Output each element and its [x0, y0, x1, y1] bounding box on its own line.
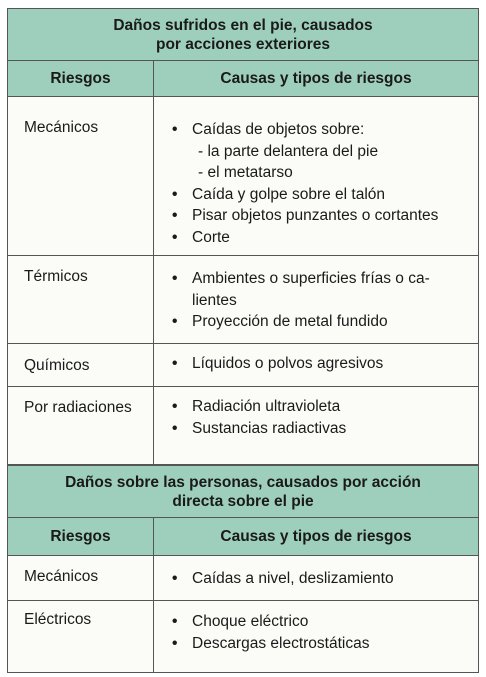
bullet-icon: • — [172, 185, 178, 203]
bullet-icon: • — [172, 313, 178, 330]
bullet-icon: • — [172, 121, 178, 138]
bullet-icon: • — [172, 355, 178, 372]
list-item — [172, 205, 468, 227]
cause-text: Radiación ultravioleta — [192, 398, 341, 415]
column-header-risks: Riesgos — [8, 61, 154, 97]
risk-name: Químicos — [8, 344, 154, 387]
causes-cell — [154, 344, 479, 387]
sub-list-item — [172, 162, 468, 184]
column-header-causes: Causas y tipos de riesgos — [154, 61, 479, 97]
column-header-causes: Causas y tipos de riesgos — [154, 518, 479, 556]
causes-cell — [154, 601, 479, 673]
list-item — [172, 119, 468, 141]
risk-name: Por radiaciones — [8, 387, 154, 465]
risk-name: Mecánicos — [8, 556, 154, 601]
cause-text: Caídas de objetos sobre: — [192, 121, 365, 138]
cause-text: Proyección de metal fundido — [192, 313, 388, 330]
list-item — [172, 353, 468, 375]
table-row — [8, 556, 479, 601]
cause-text: Pisar objetos punzantes o cortantes — [192, 207, 439, 224]
cause-text: Corte — [192, 228, 230, 246]
cause-text: Caídas a nivel, deslizamiento — [192, 570, 394, 587]
list-item — [172, 418, 468, 440]
sub-list-item — [172, 141, 468, 163]
causes-list — [172, 396, 468, 439]
list-item — [172, 633, 468, 655]
bullet-icon: • — [172, 419, 178, 437]
cause-text: Caída y golpe sobre el talón — [192, 185, 386, 203]
causes-list — [172, 268, 468, 333]
risk-name: Eléctricos — [8, 601, 154, 673]
table-title-line1: Daños sufridos en el pie, causados — [113, 16, 373, 34]
table-row — [8, 387, 479, 465]
table-row — [8, 97, 479, 256]
list-item — [172, 268, 468, 311]
bullet-icon: • — [172, 228, 178, 246]
list-item — [172, 184, 468, 206]
cause-text-continuation: lientes — [192, 291, 237, 309]
cause-text: Líquidos o polvos agresivos — [192, 355, 384, 372]
risk-name: Mecánicos — [8, 97, 154, 256]
list-item — [172, 311, 468, 333]
table-external-actions — [7, 8, 479, 465]
list-item — [172, 611, 468, 633]
table-title-line1: Daños sobre las personas, causados por acción — [65, 473, 421, 491]
table-row — [8, 601, 479, 673]
column-header-risks: Riesgos — [8, 518, 154, 556]
causes-cell — [154, 97, 479, 256]
list-item — [172, 396, 468, 418]
causes-cell — [154, 556, 479, 601]
cause-text: Descargas electrostáticas — [192, 634, 370, 652]
causes-list — [172, 611, 468, 654]
causes-cell — [154, 387, 479, 465]
causes-cell — [154, 256, 479, 344]
cause-text: Sustancias radiactivas — [192, 419, 347, 437]
table-title — [8, 466, 479, 518]
bullet-icon: • — [172, 398, 178, 415]
list-item — [172, 227, 468, 249]
bullet-icon: • — [172, 270, 178, 287]
table-direct-action — [7, 465, 479, 673]
cause-subtext: - el metatarso — [198, 164, 293, 181]
causes-list — [172, 119, 468, 248]
table-title-line2: directa sobre el pie — [172, 492, 314, 510]
bullet-icon: • — [172, 570, 178, 587]
bullet-icon: • — [172, 634, 178, 652]
table-row — [8, 344, 479, 387]
bullet-icon: • — [172, 613, 178, 630]
risk-name: Térmicos — [8, 256, 154, 344]
cause-subtext: - la parte delantera del pie — [198, 142, 379, 160]
table-title-line2: por acciones exteriores — [155, 35, 331, 53]
causes-list — [172, 353, 468, 375]
list-item — [172, 568, 468, 590]
causes-list — [172, 568, 468, 590]
cause-text: Choque eléctrico — [192, 613, 309, 630]
table-title — [8, 9, 479, 61]
cause-text: Ambientes o superficies frías o ca- — [192, 270, 430, 287]
table-row — [8, 256, 479, 344]
bullet-icon: • — [172, 207, 178, 224]
